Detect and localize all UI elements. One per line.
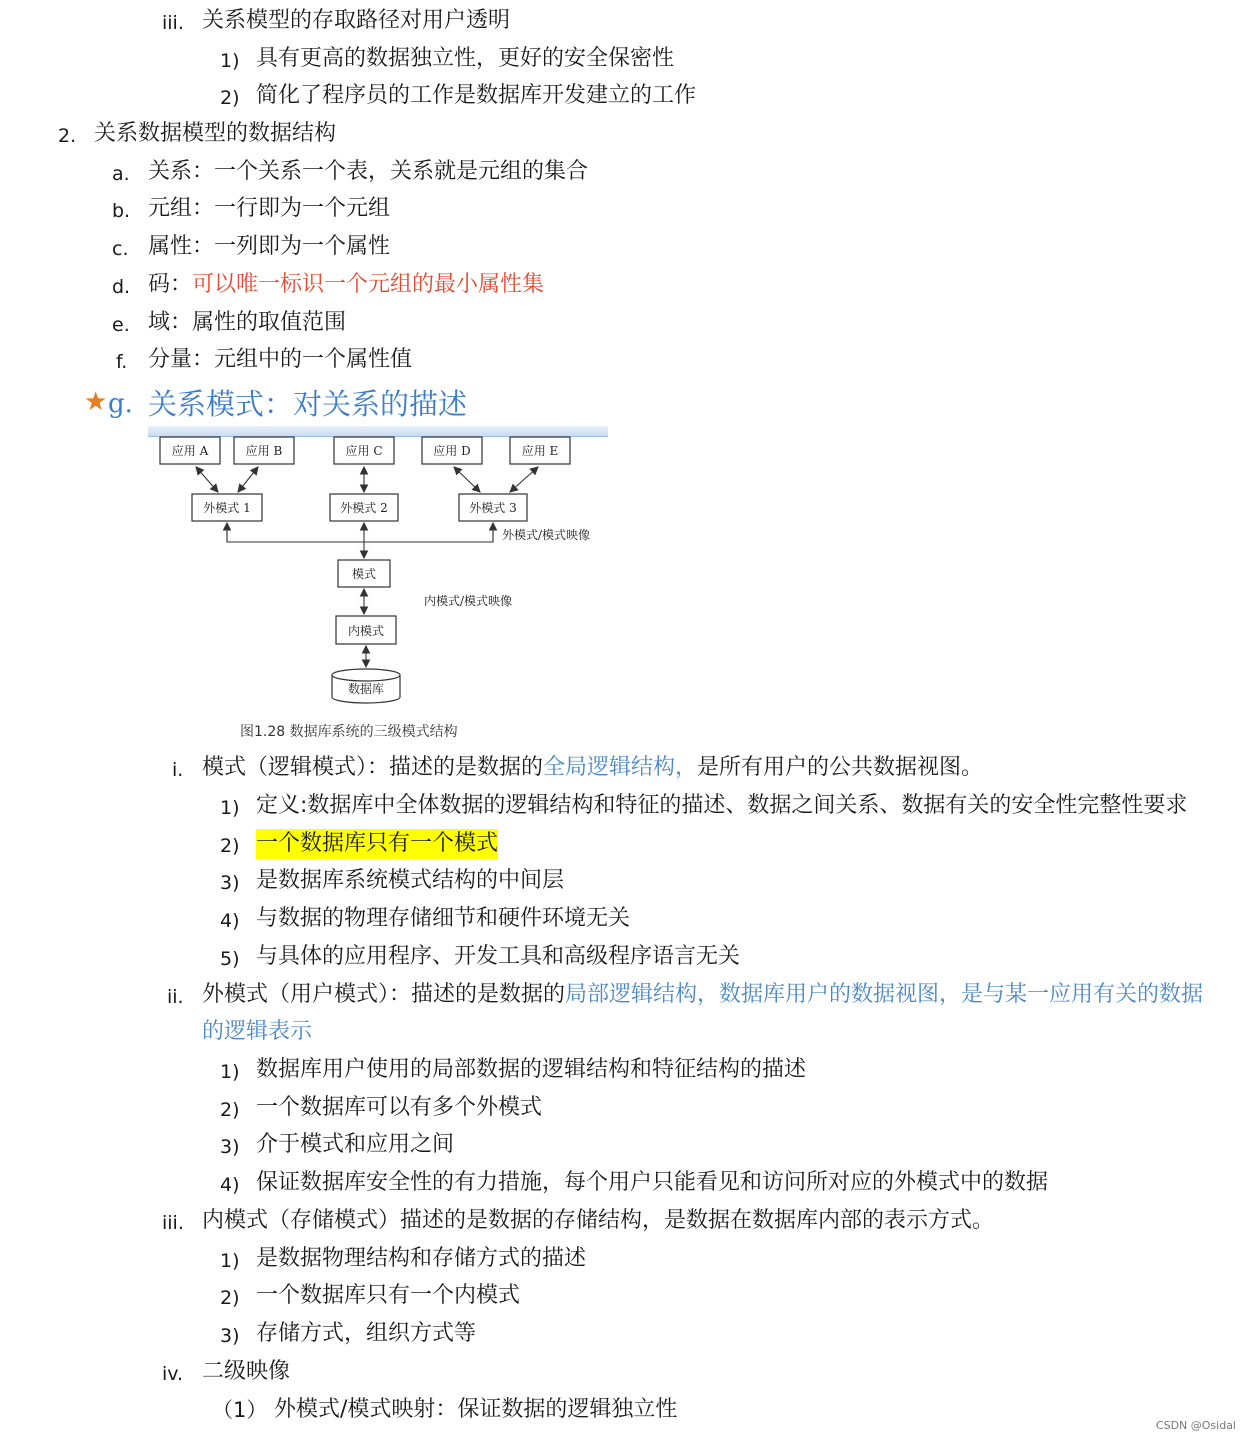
app-label: 应用 A: [171, 444, 209, 458]
list-marker: e.: [112, 314, 130, 336]
list-marker: 4): [220, 1174, 240, 1196]
schema-diagram: [150, 434, 620, 709]
blue-emphasis: 全局逻辑结构，: [543, 755, 698, 780]
item-text: [202, 980, 1203, 1010]
external-label: 外模式 1: [203, 501, 251, 515]
star-icon: ★: [84, 387, 108, 417]
item-text: 二级映像: [202, 1359, 291, 1384]
list-marker: iii.: [162, 12, 184, 34]
red-emphasis: 可以唯一标识一个元组的最小属性集: [192, 272, 545, 297]
item-text: 是数据库系统模式结构的中间层: [256, 868, 565, 893]
list-marker: 1): [220, 50, 240, 72]
list-marker: i.: [172, 759, 184, 781]
item-text: 一个数据库只有一个内模式: [256, 1283, 521, 1308]
list-marker: 4): [220, 910, 240, 932]
text-segment: 是所有用户的公共数据视图。: [697, 755, 984, 780]
list-marker: f.: [116, 351, 128, 373]
figure-caption: 图1.28 数据库系统的三级模式结构: [240, 724, 458, 740]
item-text: 存储方式，组织方式等: [256, 1321, 477, 1346]
list-marker: iii.: [162, 1212, 184, 1234]
item-text: 域：属性的取值范围: [148, 310, 347, 335]
int-mapping-label: 内模式/模式映像: [424, 594, 513, 608]
list-marker: iv.: [162, 1363, 184, 1385]
item-text: 是数据物理结构和存储方式的描述: [256, 1246, 587, 1271]
ext-mapping-label: 外模式/模式映像: [502, 528, 591, 542]
item-text: 分量：元组中的一个属性值: [148, 347, 413, 372]
list-marker: c.: [112, 238, 129, 260]
section-heading: 关系模式：对关系的描述: [148, 387, 468, 421]
item-text: 定义:数据库中全体数据的逻辑结构和特征的描述、数据之间关系、数据有关的安全性完整性要求: [256, 793, 1188, 818]
list-marker: 5): [220, 948, 240, 970]
list-marker: 1): [220, 1061, 240, 1083]
text-segment: 外模式（用户模式）：描述的是数据的: [202, 982, 566, 1007]
item-text: [148, 270, 544, 300]
item-label: 码：: [148, 272, 193, 297]
list-marker: 2): [220, 835, 240, 857]
internal-label: 内模式: [347, 624, 385, 638]
text-segment: 模式（逻辑模式）：描述的是数据的: [202, 755, 544, 780]
app-label: 应用 E: [521, 444, 559, 458]
list-marker: 3): [220, 1325, 240, 1347]
list-marker: （1）: [212, 1398, 268, 1422]
list-marker: a.: [112, 163, 130, 185]
item-text: 与具体的应用程序、开发工具和高级程序语言无关: [256, 944, 741, 969]
list-marker: b.: [112, 200, 131, 222]
item-text: 外模式/模式映射：保证数据的逻辑独立性: [274, 1397, 678, 1422]
list-marker: 2): [220, 87, 240, 109]
list-marker: 3): [220, 872, 240, 894]
item-text: 元组：一行即为一个元组: [148, 196, 391, 221]
app-label: 应用 D: [433, 444, 471, 458]
list-marker: 3): [220, 1136, 240, 1158]
item-text: 简化了程序员的工作是数据库开发建立的工作: [256, 83, 697, 108]
app-label: 应用 B: [245, 444, 283, 458]
list-marker: g.: [108, 389, 133, 419]
item-text: 与数据的物理存储细节和硬件环境无关: [256, 906, 631, 931]
item-text: 具有更高的数据独立性，更好的安全保密性: [256, 46, 675, 71]
section-number: 2.: [58, 125, 77, 147]
watermark: CSDN @Osidal: [1155, 1419, 1236, 1432]
list-marker: 2): [220, 1287, 240, 1309]
list-marker: d.: [112, 276, 131, 298]
db-label: 数据库: [347, 682, 385, 696]
list-marker: ii.: [167, 986, 184, 1008]
app-label: 应用 C: [345, 444, 383, 458]
list-marker: 1): [220, 797, 240, 819]
item-text: 属性：一列即为一个属性: [148, 234, 391, 259]
item-text: 保证数据库安全性的有力措施，每个用户只能看见和访问所对应的外模式中的数据: [256, 1170, 1049, 1195]
external-label: 外模式 3: [469, 501, 517, 515]
item-text: 关系：一个关系一个表，关系就是元组的集合: [148, 159, 589, 184]
item-text: 关系模型的存取路径对用户透明: [202, 8, 511, 33]
schema-label: 模式: [351, 567, 377, 581]
blue-emphasis: 局部逻辑结构，数据库用户的数据视图，是与某一应用有关的数据: [565, 982, 1204, 1007]
item-text: [202, 753, 983, 783]
item-text: 数据库用户使用的局部数据的逻辑结构和特征结构的描述: [256, 1057, 807, 1082]
external-label: 外模式 2: [340, 501, 388, 515]
item-text: 介于模式和应用之间: [256, 1132, 455, 1157]
blue-emphasis: 的逻辑表示: [202, 1019, 313, 1044]
section-title: 关系数据模型的数据结构: [94, 121, 337, 146]
item-text: 一个数据库可以有多个外模式: [256, 1095, 543, 1120]
list-marker: 1): [220, 1250, 240, 1272]
item-text: 内模式（存储模式）描述的是数据的存储结构，是数据在数据库内部的表示方式。: [202, 1208, 995, 1233]
list-marker: 2): [220, 1099, 240, 1121]
highlighted-text: 一个数据库只有一个模式: [256, 829, 498, 859]
